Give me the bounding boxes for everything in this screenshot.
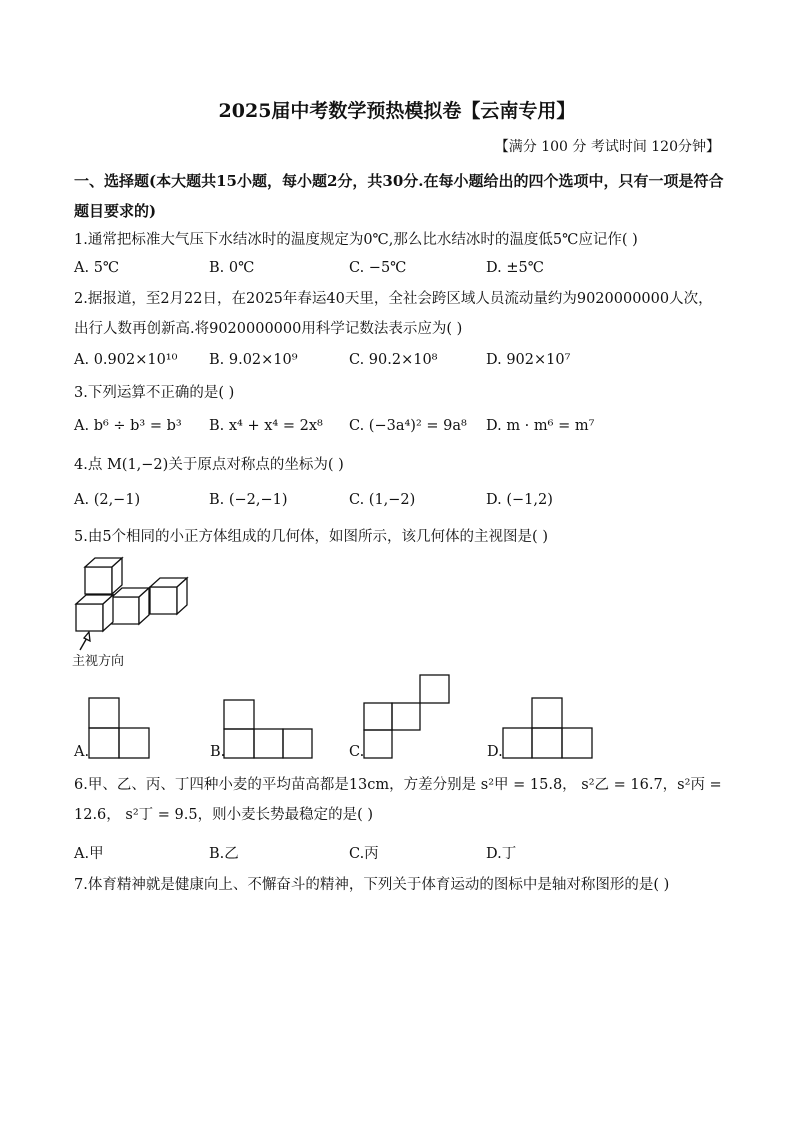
question-1-stem: 1.通常把标准大气压下水结冰时的温度规定为0℃,那么比水结冰时的温度低5℃应记作( ) bbox=[74, 232, 638, 248]
option-c[interactable]: C. (−3a⁴)² = 9a⁸ bbox=[349, 418, 467, 434]
option-c[interactable]: C.丙 bbox=[349, 846, 379, 862]
score-info: 【满分 100 分 考试时间 120分钟】 bbox=[494, 139, 720, 155]
option-a[interactable]: A. b⁶ ÷ b³ = b³ bbox=[74, 418, 182, 434]
question-4-stem: 4.点 M(1,−2)关于原点对称点的坐标为( ) bbox=[74, 457, 344, 473]
option-a[interactable]: A. 0.902×10¹⁰ bbox=[74, 352, 178, 368]
question-7-stem: 7.体育精神就是健康向上、不懈奋斗的精神，下列关于体育运动的图标中是轴对称图形的是( ) bbox=[74, 877, 670, 893]
option-b[interactable]: B. bbox=[210, 744, 226, 760]
option-d[interactable]: D. 902×10⁷ bbox=[486, 352, 571, 368]
option-b[interactable]: B. (−2,−1) bbox=[209, 492, 288, 508]
option-c[interactable]: C. −5℃ bbox=[349, 260, 407, 276]
question-6-stem: 6.甲、乙、丙、丁四种小麦的平均苗高都是13cm，方差分别是 s²甲 = 15.8， s²乙 = 16.7，s²丙 = 12.6， s²丁 = 9.5，则小麦长势最稳定的是( ) bbox=[74, 777, 722, 823]
option-d[interactable]: D. bbox=[487, 744, 503, 760]
figure-caption: 主视方向 bbox=[72, 654, 125, 669]
option-a[interactable]: A.甲 bbox=[74, 846, 104, 862]
option-c[interactable]: C. bbox=[349, 744, 365, 760]
option-a[interactable]: A. 5℃ bbox=[74, 260, 120, 276]
option-b[interactable]: B.乙 bbox=[209, 846, 239, 862]
question-3-stem: 3.下列运算不正确的是( ) bbox=[74, 385, 235, 401]
option-a[interactable]: A. (2,−1) bbox=[74, 492, 141, 508]
option-d[interactable]: D. (−1,2) bbox=[486, 492, 553, 508]
option-c[interactable]: C. (1,−2) bbox=[349, 492, 416, 508]
question-5-options bbox=[74, 744, 724, 768]
section-heading: 一、选择题(本大题共15小题，每小题2分，共30分.在每小题给出的四个选项中，只有一项是符合题目要求的) bbox=[74, 172, 724, 220]
option-b[interactable]: B. 0℃ bbox=[209, 260, 255, 276]
option-c[interactable]: C. 90.2×10⁸ bbox=[349, 352, 438, 368]
option-b[interactable]: B. x⁴ + x⁴ = 2x⁸ bbox=[209, 418, 323, 434]
option-d[interactable]: D.丁 bbox=[486, 846, 517, 862]
question-6-options bbox=[74, 842, 724, 866]
option-a[interactable]: A. bbox=[74, 744, 90, 760]
option-d[interactable]: D. ±5℃ bbox=[486, 260, 544, 276]
page-title: 2025届中考数学预热模拟卷【云南专用】 bbox=[218, 100, 576, 122]
question-2-stem: 2.据报道，至2月22日，在2025年春运40天里，全社会跨区域人员流动量约为9020000000人次，出行人数再创新高.将9020000000用科学记数法表示应为( ) bbox=[74, 291, 713, 337]
question-5-stem: 5.由5个相同的小正方体组成的几何体，如图所示，该几何体的主视图是( ) bbox=[74, 529, 548, 545]
option-b[interactable]: B. 9.02×10⁹ bbox=[209, 352, 298, 368]
option-d[interactable]: D. m · m⁶ = m⁷ bbox=[486, 418, 595, 434]
